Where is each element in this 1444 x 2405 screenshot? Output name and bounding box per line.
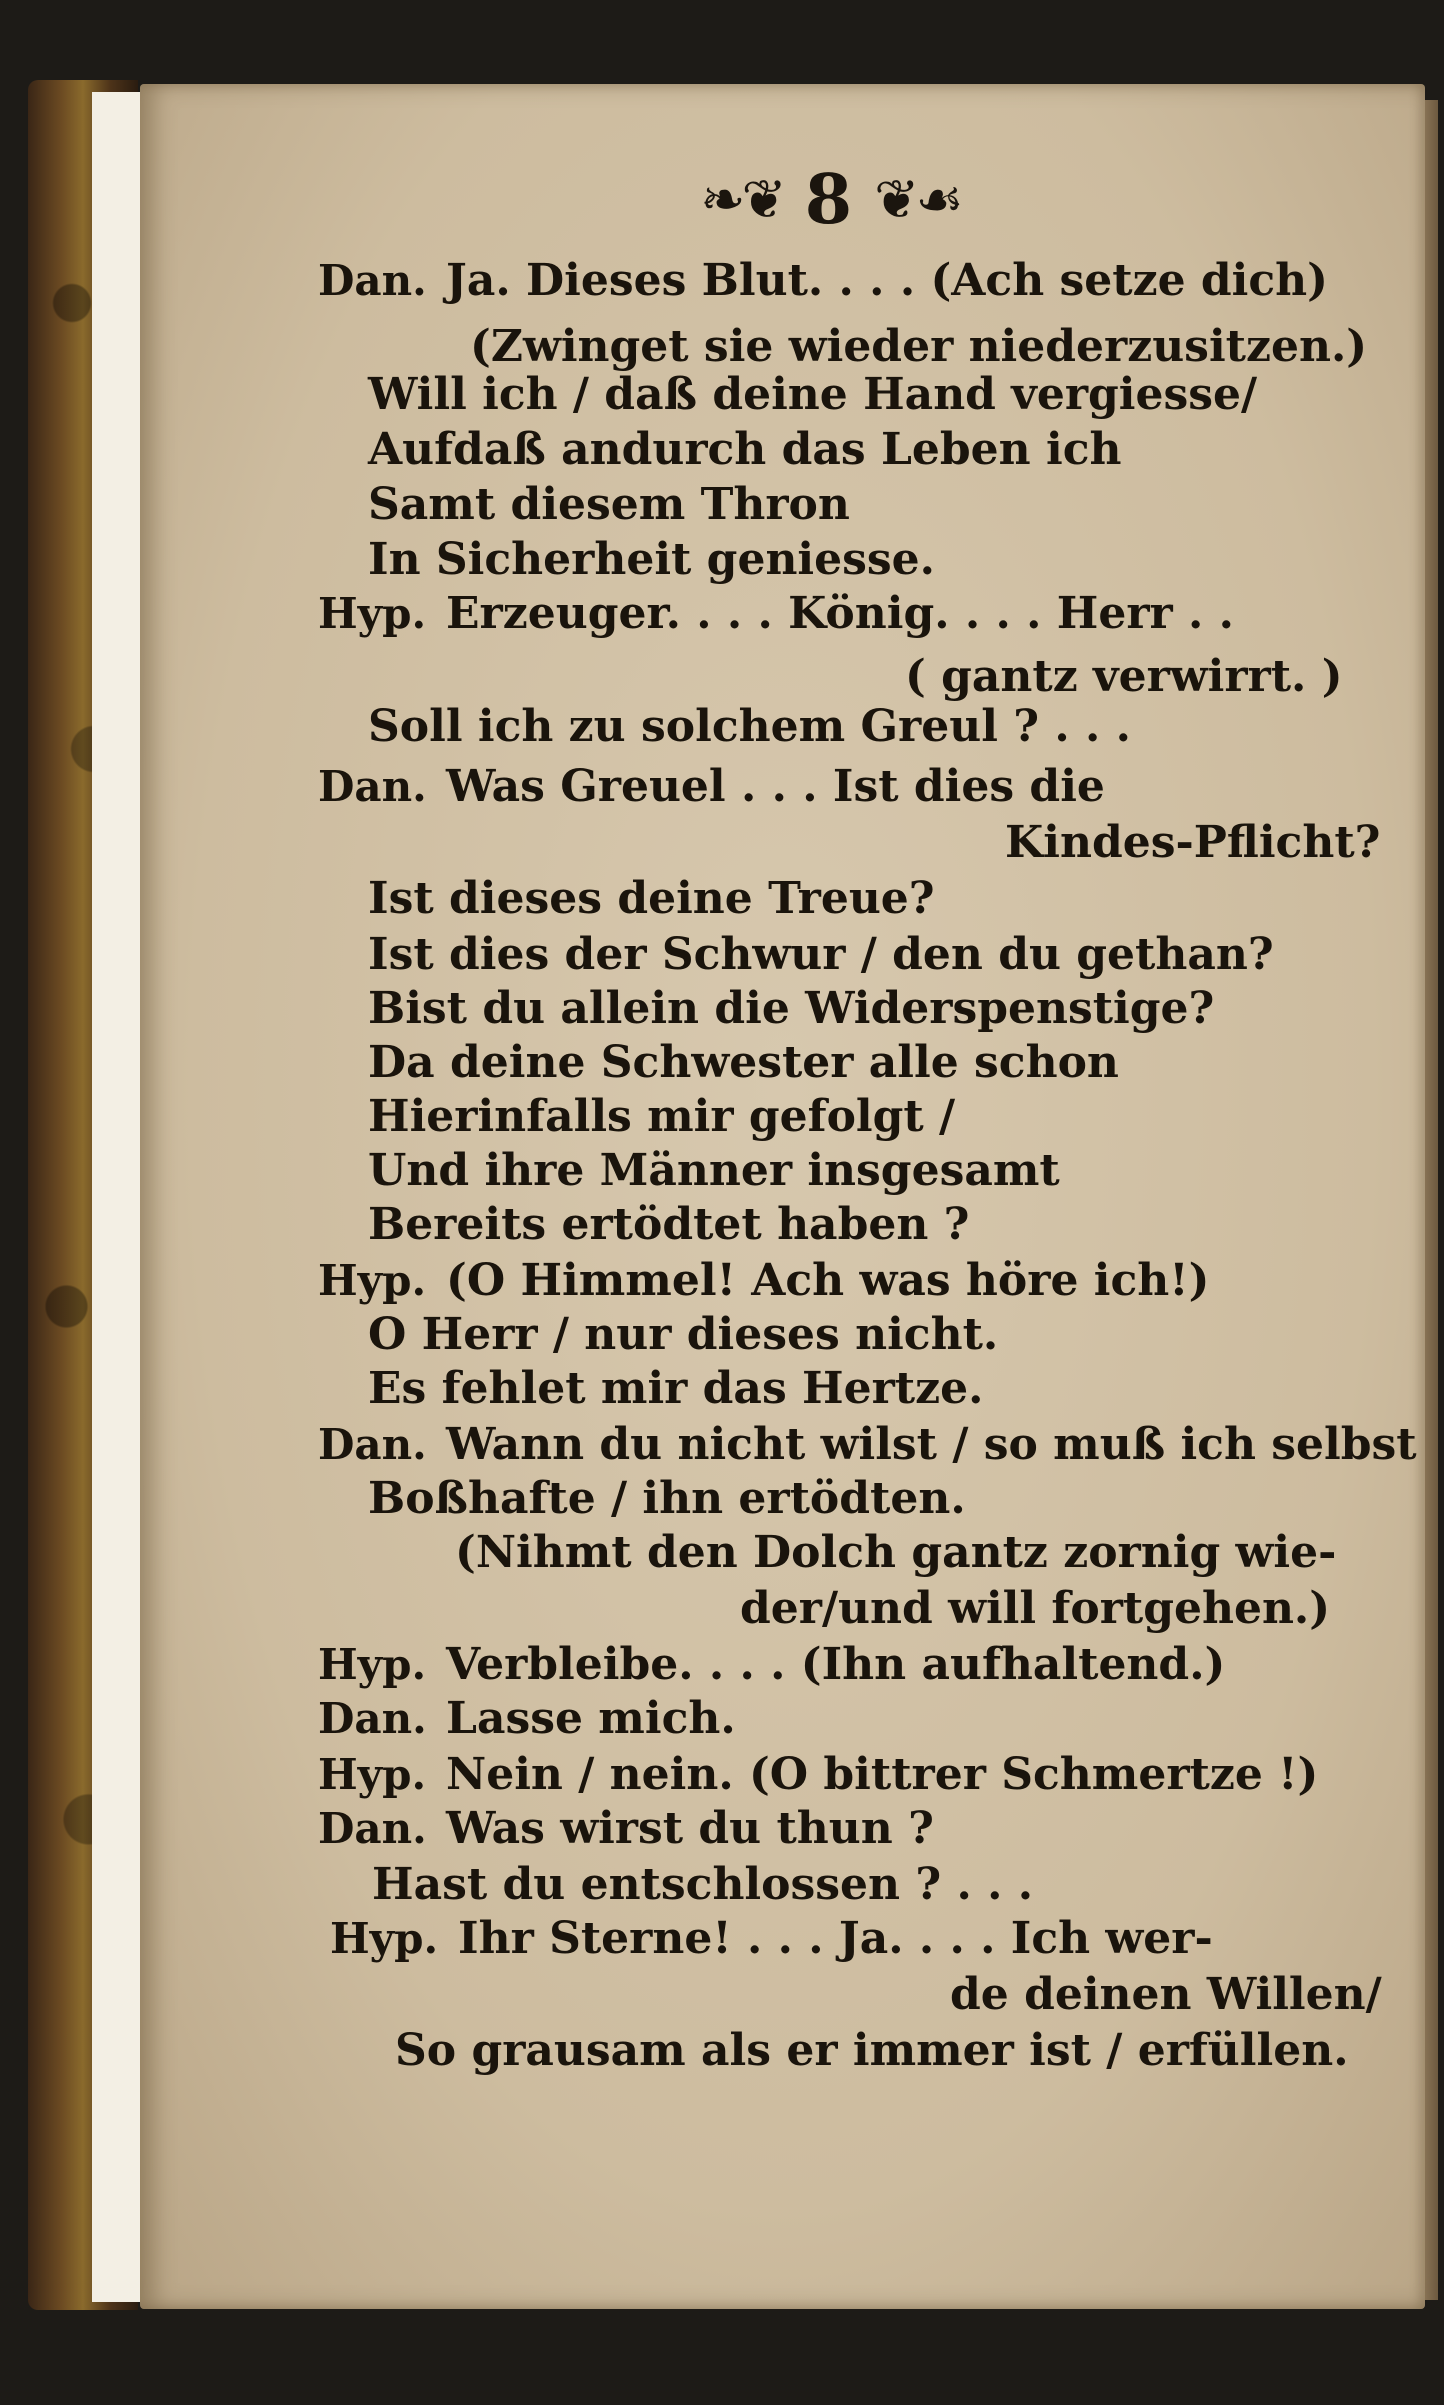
text-line xyxy=(368,1196,969,1256)
text-line xyxy=(372,1856,1033,1916)
line-text: (O Himmel! Ach was höre ich!) xyxy=(446,1255,1210,1306)
line-text: Will ich / daß deine Hand vergiesse/ xyxy=(368,369,1258,420)
speaker-label: Dan. xyxy=(318,1694,427,1743)
text-line xyxy=(318,1800,934,1860)
text-line xyxy=(318,1636,1225,1696)
line-text: der/und will fortgehen.) xyxy=(740,1583,1331,1634)
speaker-label: Dan. xyxy=(318,256,427,305)
text-line xyxy=(318,252,1328,312)
line-text: Aufdaß andurch das Leben ich xyxy=(368,424,1122,475)
text-line xyxy=(368,421,1121,481)
text-line xyxy=(318,1252,1209,1312)
text-line xyxy=(318,585,1234,645)
text-line xyxy=(1005,814,1380,874)
text-line xyxy=(318,1746,1318,1806)
text-line xyxy=(740,1580,1330,1640)
text-line xyxy=(950,1966,1382,2026)
text-line xyxy=(318,758,1105,818)
speaker-label: Hyp. xyxy=(318,1256,427,1305)
text-line xyxy=(368,1470,966,1530)
text-line xyxy=(330,1910,1213,1970)
text-line xyxy=(368,870,935,930)
line-text: O Herr / nur dieses nicht. xyxy=(368,1309,999,1360)
text-line xyxy=(318,1416,1417,1476)
line-text: Hierinfalls mir gefolgt / xyxy=(368,1091,956,1142)
line-text: In Sicherheit geniesse. xyxy=(368,534,935,585)
text-line xyxy=(368,1142,1060,1202)
line-text: (Nihmt den Dolch gantz zornig wie- xyxy=(455,1527,1337,1578)
ornament-right-icon: ❦☙ xyxy=(874,168,960,231)
line-text: Bist du allein die Widerspenstige? xyxy=(368,983,1215,1034)
text-line xyxy=(368,531,935,591)
line-text: Da deine Schwester alle schon xyxy=(368,1037,1119,1088)
speaker-label: Hyp. xyxy=(318,589,427,638)
speaker-label: Dan. xyxy=(318,762,427,811)
text-line xyxy=(368,476,850,536)
text-line xyxy=(368,1360,983,1420)
line-text: Samt diesem Thron xyxy=(368,479,850,530)
line-text: Ja. Dieses Blut. . . . (Ach setze dich) xyxy=(446,255,1328,306)
line-text: (Zwinget sie wieder niederzusitzen.) xyxy=(470,321,1368,372)
text-line xyxy=(368,1034,1119,1094)
line-text: Wann du nicht wilst / so muß ich selbst xyxy=(446,1419,1417,1470)
speaker-label: Dan. xyxy=(318,1804,427,1853)
speaker-label: Dan. xyxy=(318,1420,427,1469)
line-text: Ihr Sterne! . . . Ja. . . . Ich wer- xyxy=(458,1913,1213,1964)
line-text: ( gantz verwirrt. ) xyxy=(905,651,1343,702)
line-text: Hast du entschlossen ? . . . xyxy=(372,1859,1034,1910)
line-text: Und ihre Männer insgesamt xyxy=(368,1145,1060,1196)
text-line xyxy=(395,2022,1349,2082)
page-number: 8 xyxy=(804,160,853,240)
ornament-left-icon: ❧❦ xyxy=(700,168,783,231)
line-text: Kindes-Pflicht? xyxy=(1005,817,1381,868)
text-line xyxy=(455,1524,1336,1584)
line-text: Was wirst du thun ? xyxy=(446,1803,934,1854)
line-text: Nein / nein. (O bittrer Schmertze !) xyxy=(446,1749,1319,1800)
text-line xyxy=(368,1088,955,1148)
line-text: de deinen Willen/ xyxy=(950,1969,1382,2020)
line-text: Verbleibe. . . . (Ihn aufhaltend.) xyxy=(446,1639,1226,1690)
line-text: Bereits ertödtet haben ? xyxy=(368,1199,970,1250)
text-line xyxy=(368,980,1214,1040)
speaker-label: Hyp. xyxy=(318,1640,427,1689)
line-text: Soll ich zu solchem Greul ? . . . xyxy=(368,701,1131,752)
line-text: Erzeuger. . . . König. . . . Herr . . xyxy=(446,588,1234,639)
speaker-label: Hyp. xyxy=(318,1750,427,1799)
line-text: Boßhafte / ihn ertödten. xyxy=(368,1473,966,1524)
text-line xyxy=(368,1306,998,1366)
line-text: So grausam als er immer ist / erfüllen. xyxy=(395,2025,1349,2076)
text-line xyxy=(368,366,1257,426)
line-text: Es fehlet mir das Hertze. xyxy=(368,1363,984,1414)
line-text: Ist dieses deine Treue? xyxy=(368,873,935,924)
text-line xyxy=(318,1690,736,1750)
line-text: Was Greuel . . . Ist dies die xyxy=(446,761,1105,812)
speaker-label: Hyp. xyxy=(330,1914,439,1963)
text-line xyxy=(368,926,1274,986)
text-line xyxy=(368,698,1131,758)
line-text: Ist dies der Schwur / den du gethan? xyxy=(368,929,1274,980)
line-text: Lasse mich. xyxy=(446,1693,736,1744)
